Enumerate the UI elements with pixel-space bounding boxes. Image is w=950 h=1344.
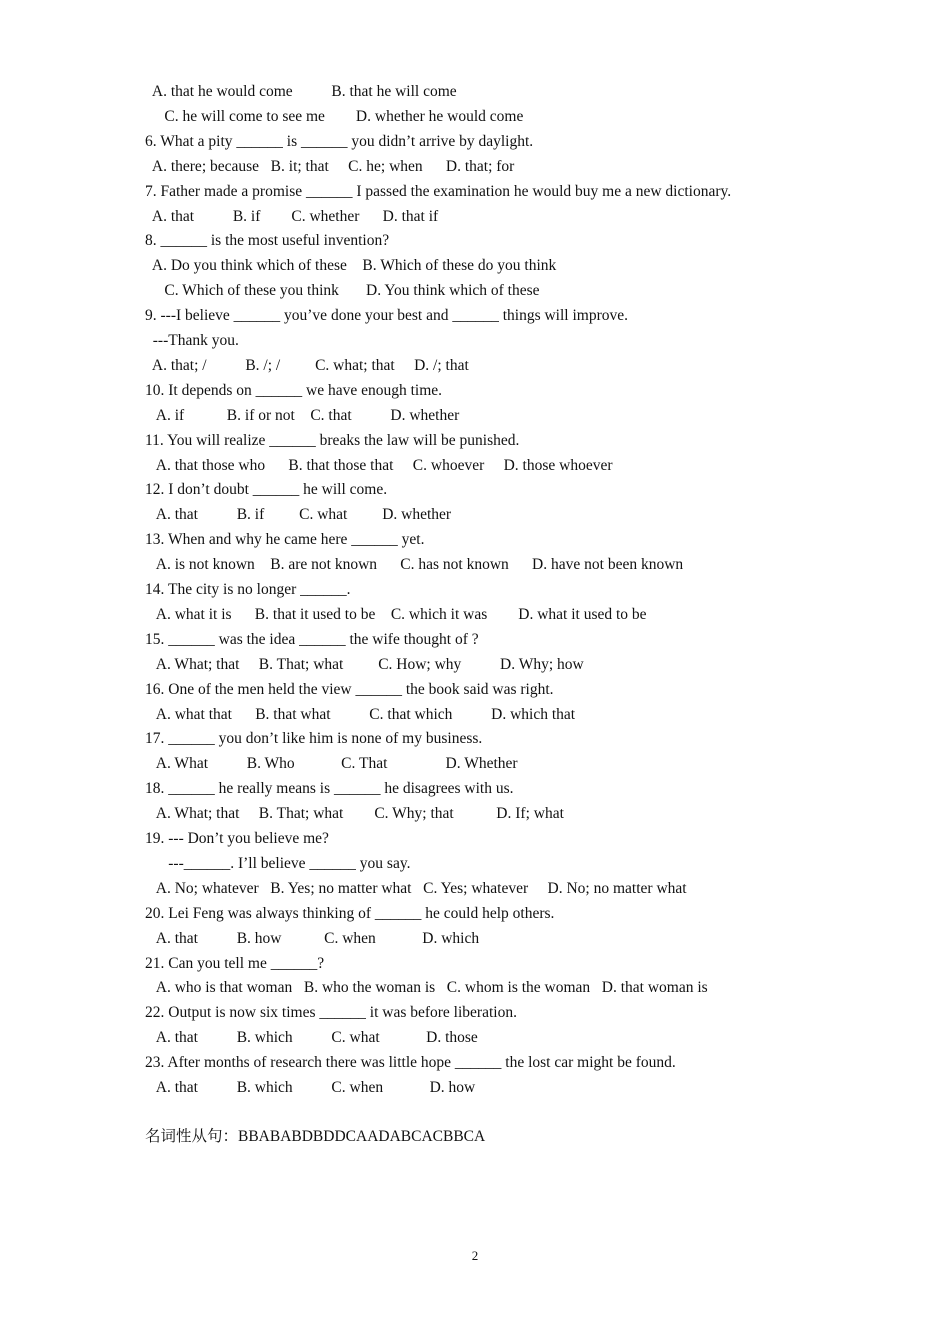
text-line: 17. ______ you don’t like him is none of my business.	[145, 730, 483, 748]
text-line: A. that he would come B. that he will come	[145, 83, 457, 100]
text-line: 11. You will realize ______ breaks the law will be punished.	[145, 431, 520, 449]
text-line: A. that B. which C. what D. those	[145, 1029, 478, 1047]
text-line: A. what it is B. that it used to be C. which it was D. what it used to be	[145, 605, 647, 623]
text-line: A. that B. if C. what D. whether	[145, 506, 452, 524]
text-line: A. What; that B. That; what C. Why; that D. If; what	[145, 805, 564, 823]
text-line: 13. When and why he came here ______ yet.	[145, 531, 425, 549]
text-line: 14. The city is no longer ______.	[145, 581, 351, 598]
answer-key: 名词性从句：BBABABDBDDCAADABCACBBCA	[145, 1128, 486, 1145]
text-line: A. that those who B. that those that C. whoever D. those whoever	[145, 456, 613, 474]
text-line: 18. ______ he really means is ______ he disagrees with us.	[145, 780, 514, 798]
text-line: A. that B. how C. when D. which	[145, 929, 480, 947]
text-line: A. who is that woman B. who the woman is C. whom is the woman D. that woman is	[145, 979, 708, 997]
page-number: 2	[471, 1248, 479, 1263]
text-line: A. What; that B. That; what C. How; why D. Why; how	[145, 655, 584, 673]
text-line: ---______. I’ll believe ______ you say.	[145, 854, 411, 872]
text-line: A. that; / B. /; / C. what; that D. /; that	[145, 356, 469, 374]
text-line: 19. --- Don’t you believe me?	[145, 830, 329, 847]
text-line: A. Do you think which of these B. Which of these do you think	[145, 257, 557, 275]
text-line: 9. ---I believe ______ you’ve done your best and ______ things will improve.	[145, 307, 628, 325]
text-line: A. what that B. that what C. that which D. which that	[145, 705, 576, 723]
text-line: ---Thank you.	[145, 332, 239, 349]
text-line: 12. I don’t doubt ______ he will come.	[145, 481, 388, 499]
text-line: 6. What a pity ______ is ______ you didn’t arrive by daylight.	[145, 132, 534, 150]
text-line: 22. Output is now six times ______ it was before liberation.	[145, 1004, 517, 1022]
text-line: 21. Can you tell me ______?	[145, 954, 325, 972]
text-line: A. What B. Who C. That D. Whether	[145, 755, 518, 773]
text-line: A. if B. if or not C. that D. whether	[145, 406, 460, 424]
text-line: A. that B. which C. when D. how	[145, 1079, 476, 1096]
text-line: A. that B. if C. whether D. that if	[145, 207, 439, 225]
text-line: 23. After months of research there was little hope ______ the lost car might be found.	[145, 1054, 676, 1072]
text-line: C. he will come to see me D. whether he would come	[145, 107, 524, 125]
text-line: 7. Father made a promise ______ I passed the examination he would buy me a new dictionary.	[145, 182, 732, 200]
text-line: 20. Lei Feng was always thinking of ______ he could help others.	[145, 904, 555, 922]
text-line: A. there; because B. it; that C. he; when D. that; for	[145, 157, 515, 175]
text-line: A. No; whatever B. Yes; no matter what C. Yes; whatever D. No; no matter what	[145, 879, 687, 897]
text-line: 10. It depends on ______ we have enough time.	[145, 381, 443, 399]
text-line: 16. One of the men held the view ______ the book said was right.	[145, 680, 554, 698]
text-line: C. Which of these you think D. You think which of these	[145, 282, 540, 300]
text-line: 8. ______ is the most useful invention?	[145, 232, 390, 250]
text-line: A. is not known B. are not known C. has not known D. have not been known	[145, 556, 684, 574]
text-line: 15. ______ was the idea ______ the wife thought of ?	[145, 630, 479, 648]
